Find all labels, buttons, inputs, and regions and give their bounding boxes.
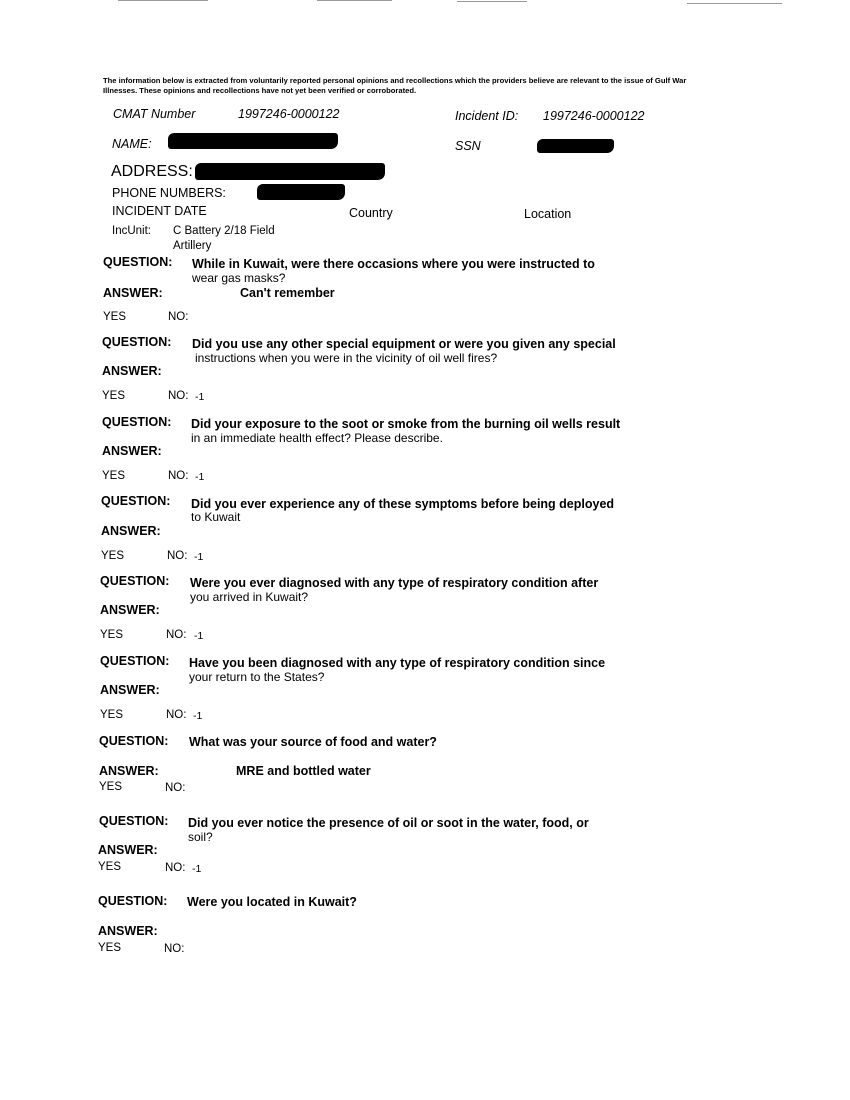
no-label: NO: [165,782,186,794]
phone-label: PHONE NUMBERS: [112,186,226,200]
question-text-cont: your return to the States? [189,670,325,684]
no-label: NO: [168,470,189,482]
question-text-cont: wear gas masks? [192,271,286,285]
answer-label: ANSWER: [103,286,163,300]
address-label: ADDRESS: [111,163,193,180]
question-text: Have you been diagnosed with any type of respiratory condition since [189,656,606,670]
question-text-cont: you arrived in Kuwait? [190,590,309,604]
location-label: Location [524,207,572,221]
no-label: NO: [164,943,185,955]
no-value: -1 [195,391,205,403]
question-label: QUESTION: [100,574,170,588]
question-text: Did you ever notice the presence of oil or soot in the water, food, or [188,816,589,830]
disclaimer: The information below is extracted from voluntarily reported personal opinions and recollections which the providers believe are relevant to the issue of Gulf War Illnesses. These opinions and recollections have not yet been verified or corroborated. [103,76,687,95]
question-text-cont: soil? [188,830,213,844]
incunit-line1: C Battery 2/18 Field [173,225,275,237]
yes-label: YES [99,781,123,793]
question-label: QUESTION: [99,734,169,748]
cmat-label: CMAT Number [113,107,196,121]
yes-label: YES [103,311,127,323]
answer-label: ANSWER: [100,603,160,617]
incident-id-label: Incident ID: [455,109,519,123]
yes-label: YES [98,942,122,954]
scan-artifact [687,3,782,4]
answer-value: MRE and bottled water [236,764,371,778]
answer-label: ANSWER: [98,843,158,857]
incunit-line2: Artillery [173,240,212,252]
cmat-value: 1997246-0000122 [238,107,340,121]
yes-label: YES [102,390,126,402]
no-label: NO: [165,862,186,874]
question-text-cont: instructions when you were in the vicinity of oil well fires? [195,351,498,365]
incunit-label: IncUnit: [112,225,151,237]
no-label: NO: [168,390,189,402]
redaction-phone [257,184,345,200]
no-value: -1 [192,863,202,875]
no-label: NO: [166,629,187,641]
yes-label: YES [101,550,125,562]
question-text: Did your exposure to the soot or smoke from the burning oil wells result [191,417,621,431]
redaction-name [168,133,338,149]
scan-artifact [317,0,392,1]
no-label: NO: [167,550,188,562]
question-text: What was your source of food and water? [189,735,437,749]
answer-label: ANSWER: [102,364,162,378]
question-label: QUESTION: [102,335,172,349]
question-text: Did you use any other special equipment or were you given any special [192,337,616,351]
redaction-address [195,163,385,180]
answer-label: ANSWER: [99,764,159,778]
no-value: -1 [193,710,203,722]
no-label: NO: [166,709,187,721]
ssn-label: SSN [455,139,481,153]
question-text: Did you ever experience any of these symptoms before being deployed [191,497,615,511]
answer-label: ANSWER: [98,924,158,938]
incident-date-label: INCIDENT DATE [112,204,207,218]
name-label: NAME: [112,137,152,151]
no-value: -1 [195,471,205,483]
yes-label: YES [100,629,124,641]
scan-artifact [118,0,208,1]
question-label: QUESTION: [102,415,172,429]
no-value: -1 [194,551,204,563]
answer-label: ANSWER: [100,683,160,697]
answer-value: Can't remember [240,286,335,300]
no-value: -1 [194,630,204,642]
incident-id-value: 1997246-0000122 [543,109,645,123]
question-label: QUESTION: [99,814,169,828]
question-text-cont: in an immediate health effect? Please describe. [191,431,443,445]
redaction-ssn [537,139,614,153]
question-text-cont: to Kuwait [191,510,241,524]
question-label: QUESTION: [100,654,170,668]
country-label: Country [349,206,393,220]
yes-label: YES [100,709,124,721]
question-label: QUESTION: [103,255,173,269]
yes-label: YES [98,861,122,873]
no-label: NO: [168,311,189,323]
question-text: Were you located in Kuwait? [187,895,357,909]
question-label: QUESTION: [101,494,171,508]
yes-label: YES [102,470,126,482]
answer-label: ANSWER: [101,524,161,538]
scan-artifact [457,1,527,2]
question-text: Were you ever diagnosed with any type of respiratory condition after [190,576,599,590]
answer-label: ANSWER: [102,444,162,458]
question-label: QUESTION: [98,894,168,908]
question-text: While in Kuwait, were there occasions where you were instructed to [192,257,595,271]
